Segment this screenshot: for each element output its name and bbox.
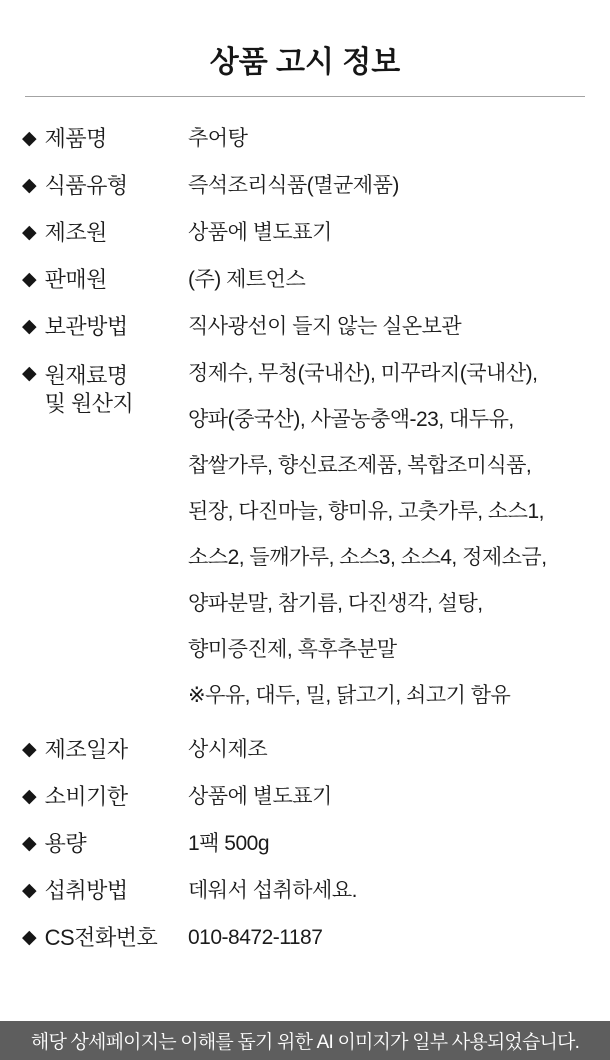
ingredients-line: 정제수, 무청(국내산), 미꾸라지(국내산), (188, 362, 538, 385)
row-value: 상품에 별도표기 (188, 221, 332, 244)
row-label-cell (22, 926, 188, 950)
ingredients-line: 양파(중국산), 사골농충액-23, 대두유, (188, 408, 514, 431)
title-divider (25, 96, 585, 97)
info-row-ingredients (22, 362, 594, 719)
row-label-cell (22, 879, 188, 903)
row-label-cell (22, 362, 188, 418)
ingredients-line: 소스2, 들깨가루, 소스3, 소스4, 정제소금, (188, 546, 547, 569)
row-label-cell (22, 785, 188, 809)
info-row-seller (22, 268, 594, 292)
row-label: 제품명 (44, 126, 107, 151)
row-label: 제조일자 (44, 737, 128, 762)
page-title: 상품 고시 정보 (209, 46, 401, 79)
row-value: 즉석조리식품(멸균제품) (188, 174, 399, 197)
info-row-manufacturer (22, 221, 594, 245)
row-label-cell (22, 738, 188, 762)
row-value: 추어탕 (188, 127, 248, 150)
ingredients-allergy-line: ※우유, 대두, 밀, 닭고기, 쇠고기 함유 (188, 684, 511, 707)
row-value: 010-8472-1187 (188, 926, 323, 949)
info-row-cs-phone (22, 926, 594, 950)
info-row-food-type (22, 174, 594, 198)
diamond-bullet-icon: ◆ (22, 175, 37, 196)
row-label: 소비기한 (44, 784, 128, 809)
row-label-cell (22, 268, 188, 292)
product-info-list (0, 127, 610, 950)
row-value: (주) 제트언스 (188, 268, 306, 291)
row-label-line1: 원재료명 (44, 363, 128, 388)
row-label-cell (22, 127, 188, 151)
info-row-consumption-method (22, 879, 594, 903)
diamond-bullet-icon: ◆ (22, 880, 37, 901)
row-label: 보관방법 (44, 314, 128, 339)
row-label-cell (22, 832, 188, 856)
row-label-cell (22, 174, 188, 198)
ingredients-line: 된장, 다진마늘, 향미유, 고춧가루, 소스1, (188, 500, 544, 523)
row-label: 식품유형 (44, 173, 128, 198)
row-value: 상시제조 (188, 738, 268, 761)
row-label: CS전화번호 (44, 925, 158, 950)
diamond-bullet-icon: ◆ (22, 927, 37, 948)
diamond-bullet-icon: ◆ (22, 316, 37, 337)
info-row-storage (22, 315, 594, 339)
row-value: 상품에 별도표기 (188, 785, 332, 808)
row-label (45, 362, 134, 418)
ingredients-value (188, 351, 547, 719)
row-label-cell (22, 221, 188, 245)
info-row-expiry (22, 785, 594, 809)
row-label-line2: 및 원산지 (44, 391, 134, 416)
row-value: 1팩 500g (188, 832, 270, 855)
info-row-manufacture-date (22, 738, 594, 762)
ingredients-line: 향미증진제, 흑후추분말 (188, 638, 397, 661)
info-row-product-name (22, 127, 594, 151)
diamond-bullet-icon: ◆ (22, 128, 37, 149)
footer-notice: 해당 상세페이지는 이해를 돕기 위한 AI 이미지가 일부 사용되었습니다. (0, 1021, 610, 1060)
row-label: 섭취방법 (44, 878, 128, 903)
diamond-bullet-icon: ◆ (22, 786, 37, 807)
diamond-bullet-icon: ◆ (22, 739, 37, 760)
info-row-volume (22, 832, 594, 856)
diamond-bullet-icon: ◆ (22, 222, 37, 243)
row-value: 직사광선이 들지 않는 실온보관 (188, 315, 462, 338)
row-value: 데워서 섭취하세요. (188, 879, 357, 902)
diamond-bullet-icon: ◆ (22, 363, 37, 384)
ingredients-line: 찹쌀가루, 향신료조제품, 복합조미식품, (188, 454, 532, 477)
diamond-bullet-icon: ◆ (22, 833, 37, 854)
row-label: 제조원 (44, 220, 107, 245)
ingredients-line: 양파분말, 참기름, 다진생각, 설탕, (188, 592, 483, 615)
row-label-cell (22, 315, 188, 339)
row-label: 판매원 (44, 267, 107, 292)
diamond-bullet-icon: ◆ (22, 269, 37, 290)
row-label: 용량 (44, 831, 87, 856)
